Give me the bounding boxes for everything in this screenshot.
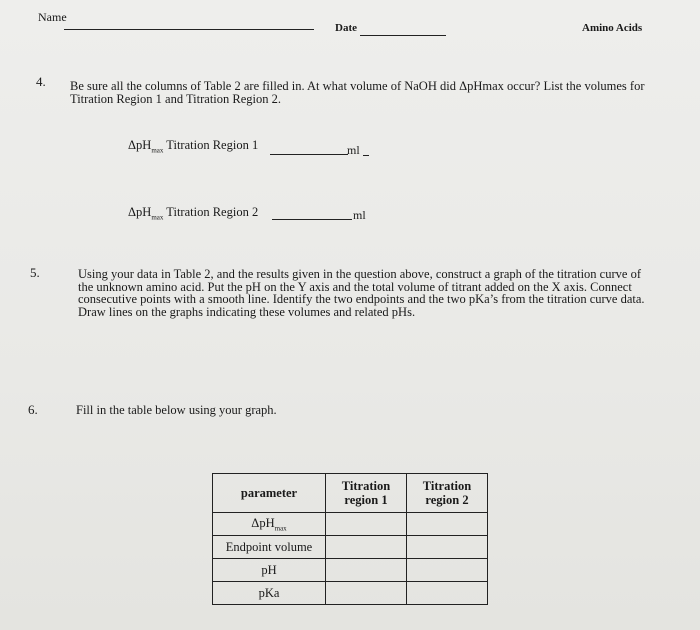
region-1-volume-blank[interactable] [270,154,348,155]
name-label: Name [38,10,67,24]
cell-pka-region-1[interactable] [326,582,407,605]
region-2-volume-blank[interactable] [272,219,352,220]
row-label-pka: pKa [213,582,326,605]
row-label-ph: pH [213,559,326,582]
question-4-number: 4. [36,74,46,89]
header-titration-region-2: Titration region 2 [407,474,488,513]
row-label-endpoint-volume: Endpoint volume [213,536,326,559]
table-row [213,559,488,582]
cell-endpoint-volume-region-1[interactable] [326,536,407,559]
cell-endpoint-volume-region-2[interactable] [407,536,488,559]
parameter-table [212,473,488,605]
delta-ph-region-1-label: ΔpH$_{max}$ Titration Region 1 [128,138,259,155]
name-field-line[interactable] [64,29,314,30]
cell-pka-region-2[interactable] [407,582,488,605]
cell-ph-region-1[interactable] [326,559,407,582]
question-6-number: 6. [28,402,38,417]
cell-delta-ph-max-region-1[interactable] [326,513,407,536]
delta-ph-region-2-label: ΔpH$_{max}$ Titration Region 2 [128,205,259,222]
table-row [213,513,488,536]
table-row [213,536,488,559]
date-label: Date [335,22,357,34]
cell-ph-region-2[interactable] [407,559,488,582]
region-2-unit: ml [353,208,366,222]
row-label-delta-ph-max: ΔpH$_{max}$ [213,513,326,536]
question-5-text: Using your data in Table 2, and the results given in the question above, construct a graph of the titration curve of the unknown amino acid. Put the pH on the Y axis and the total volume of titrant added on the X axis. Connect consecutive points with a smooth line. Identify the two endpoints and the two pKa’s from the titration curve data. Draw lines on the graphs indicating these volumes and related pHs. [78,267,645,319]
header-titration-region-1: Titration region 1 [326,474,407,513]
date-field-line[interactable] [360,35,446,36]
question-5-number: 5. [30,265,40,280]
region-1-unit: ml [347,143,360,157]
document-title: Amino Acids [582,22,643,34]
region-1-unit-underline [363,155,369,156]
question-4-text: Be sure all the columns of Table 2 are filled in. At what volume of NaOH did ΔpHmax occur? List the volumes for Titration Region 1 and Titration Region 2. [70,79,645,106]
table-row [213,582,488,605]
question-6-text: Fill in the table below using your graph. [76,403,277,417]
table-header-row [213,474,488,513]
header-parameter: parameter [213,474,326,513]
cell-delta-ph-max-region-2[interactable] [407,513,488,536]
